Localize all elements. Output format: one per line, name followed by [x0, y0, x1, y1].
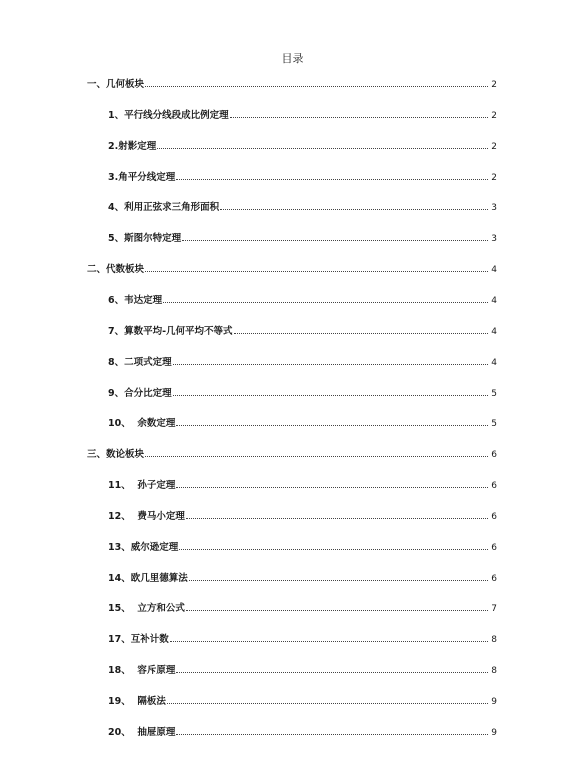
toc-page-number: 2: [491, 172, 497, 183]
toc-page-number: 7: [491, 604, 497, 615]
toc-subsection-entry[interactable]: [108, 631, 497, 645]
toc-subsection-entry[interactable]: [108, 323, 497, 337]
toc-dot-leader: [179, 548, 488, 550]
toc-page-number: 6: [491, 450, 497, 461]
toc-dot-leader: [145, 270, 488, 272]
toc-dot-leader: [163, 301, 488, 303]
toc-entry-label: 2.射影定理: [108, 140, 157, 152]
toc-dot-leader: [230, 116, 489, 118]
toc-entry-label: 1、平行线分线段成比例定理: [108, 109, 229, 121]
toc-dot-leader: [176, 671, 488, 673]
toc-subsection-entry[interactable]: [108, 292, 497, 306]
toc-entry-label: 三、数论板块: [87, 449, 145, 461]
toc-dot-leader: [167, 702, 488, 704]
toc-entry-label: 15、 立方和公式: [108, 603, 185, 615]
toc-dot-leader: [186, 517, 488, 519]
toc-page-number: 9: [491, 697, 497, 707]
toc-page-number: 4: [491, 357, 497, 368]
toc-page-number: 6: [491, 481, 497, 492]
toc-entry-label: 17、互补计数: [108, 634, 169, 646]
toc-entry-label: 7、算数平均-几何平均不等式: [108, 325, 233, 337]
toc-subsection-entry[interactable]: [108, 385, 497, 399]
toc-subsection-entry[interactable]: [108, 693, 497, 707]
toc-dot-leader: [157, 147, 488, 149]
toc-dot-leader: [145, 85, 488, 87]
toc-dot-leader: [176, 424, 488, 426]
toc-entry-label: 19、 隔板法: [108, 696, 166, 707]
toc-page-number: 4: [491, 295, 497, 306]
toc-subsection-entry[interactable]: [108, 415, 497, 429]
toc-dot-leader: [173, 363, 489, 365]
toc-subsection-entry[interactable]: [108, 230, 497, 244]
toc-subsection-entry[interactable]: [108, 107, 497, 121]
toc-subsection-entry[interactable]: [108, 199, 497, 213]
toc-entry-label: 18、 容斥原理: [108, 665, 176, 677]
toc-entry-label: 8、二项式定理: [108, 356, 172, 368]
toc-page-number: 9: [491, 727, 497, 738]
toc-subsection-entry[interactable]: [108, 570, 497, 584]
toc-page-number: 5: [491, 419, 497, 430]
toc-dot-leader: [220, 208, 488, 210]
toc-entry-label: 20、 抽屉原理: [108, 726, 176, 738]
toc-subsection-entry[interactable]: [108, 600, 497, 614]
toc-dot-leader: [234, 332, 489, 334]
toc-page-number: 6: [491, 573, 497, 584]
toc-entry-label: 9、合分比定理: [108, 387, 172, 399]
toc-dot-leader: [182, 239, 488, 241]
toc-entry-label: 13、威尔逊定理: [108, 541, 179, 553]
toc-subsection-entry[interactable]: [108, 508, 497, 522]
toc-dot-leader: [176, 733, 488, 735]
toc-entry-label: 3.角平分线定理: [108, 171, 176, 183]
toc-page-number: 6: [491, 542, 497, 553]
toc-entry-label: 一、几何板块: [87, 79, 145, 90]
toc-subsection-entry[interactable]: [108, 477, 497, 491]
toc-subsection-entry[interactable]: [108, 724, 497, 738]
toc-entry-label: 4、利用正弦求三角形面积: [108, 202, 220, 214]
toc-entry-label: 14、欧几里德算法: [108, 572, 188, 584]
toc-page-number: 2: [491, 141, 497, 152]
toc-section-entry[interactable]: [87, 446, 497, 460]
toc-entry-label: 12、 费马小定理: [108, 510, 185, 522]
toc-dot-leader: [176, 486, 488, 488]
toc-page-number: 2: [491, 80, 497, 90]
toc-page-number: 3: [491, 203, 497, 214]
page-title: 目录: [281, 52, 304, 65]
toc-page-number: 2: [491, 110, 497, 121]
toc-page-number: 4: [491, 265, 497, 276]
toc-subsection-entry[interactable]: [108, 354, 497, 368]
toc-dot-leader: [186, 609, 488, 611]
toc-section-entry[interactable]: [87, 76, 497, 90]
toc-dot-leader: [176, 178, 488, 180]
toc-subsection-entry[interactable]: [108, 138, 497, 152]
toc-page-number: 3: [491, 234, 497, 245]
toc-dot-leader: [189, 579, 489, 581]
toc-subsection-entry[interactable]: [108, 169, 497, 183]
toc-dot-leader: [145, 455, 488, 457]
toc-page-number: 5: [491, 388, 497, 399]
toc-entry-label: 二、代数板块: [87, 264, 145, 276]
toc-entry-label: 10、 余数定理: [108, 418, 176, 430]
toc-page-number: 8: [491, 666, 497, 677]
toc-page-number: 4: [491, 326, 497, 337]
toc-dot-leader: [170, 640, 489, 642]
toc-subsection-entry[interactable]: [108, 539, 497, 553]
toc-page-number: 6: [491, 511, 497, 522]
toc-dot-leader: [173, 394, 489, 396]
toc-entry-label: 6、韦达定理: [108, 294, 163, 306]
toc-entry-label: 11、 孙子定理: [108, 480, 176, 492]
toc-section-entry[interactable]: [87, 261, 497, 275]
toc-subsection-entry[interactable]: [108, 662, 497, 676]
toc-entry-label: 5、斯图尔特定理: [108, 233, 182, 245]
toc-page-number: 8: [491, 635, 497, 646]
